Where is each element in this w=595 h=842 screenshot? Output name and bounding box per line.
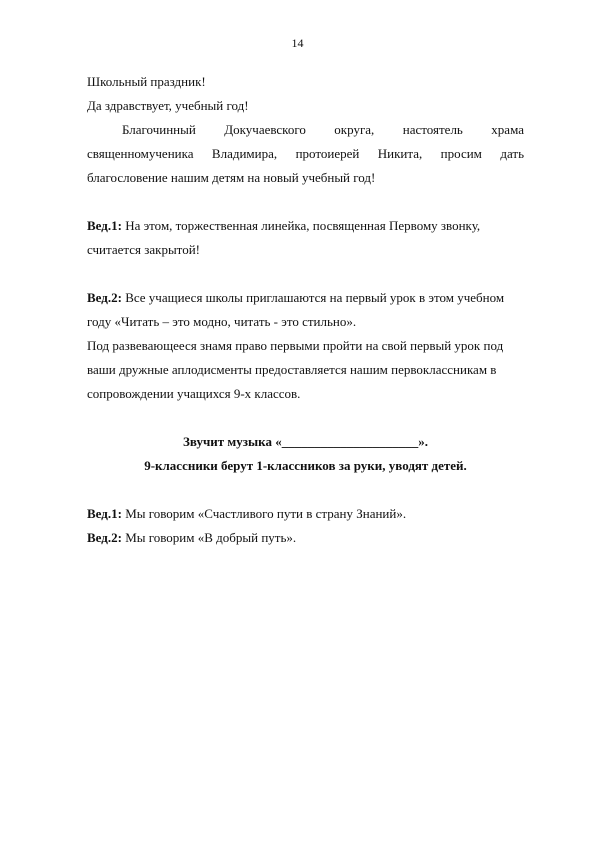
speaker-label: Вед.2: (87, 290, 122, 305)
speaker-text: Мы говорим «Счастливого пути в страну Знаний». (121, 506, 407, 521)
speaker-text: Мы говорим «В добрый путь». (121, 530, 297, 545)
speaker-line (87, 214, 524, 238)
text-line: считается закрытой! (87, 242, 200, 257)
speaker-text: Все учащиеся школы приглашаются на первый урок в этом учебном (121, 290, 505, 305)
speaker-label: Вед.2: (87, 530, 122, 545)
text-line: Школьный праздник! (87, 74, 206, 89)
speaker-label: Вед.1: (87, 506, 122, 521)
document-body (87, 70, 524, 550)
text-line: Благочинный Докучаевского округа, настоятель храма (122, 122, 524, 137)
text-line: году «Читать – это модно, читать - это стильно». (87, 314, 357, 329)
speaker-line (87, 526, 524, 550)
speaker-line (87, 502, 524, 526)
speaker-text: На этом, торжественная линейка, посвященная Первому звонку, (121, 218, 481, 233)
speaker-label: Вед.1: (87, 218, 122, 233)
text-line: благословение нашим детям на новый учебный год! (87, 170, 376, 185)
text-line: сопровождении учащихся 9-х классов. (87, 386, 301, 401)
speaker-line (87, 286, 524, 310)
text-line: священномученика Владимира, протоиерей Никита, просим дать (87, 146, 524, 161)
stage-direction-action: 9-классники берут 1-классников за руки, уводят детей. (144, 458, 467, 473)
page-number: 14 (291, 36, 304, 50)
stage-direction-music: Звучит музыка «_____________________». (183, 434, 428, 449)
text-line: ваши дружные аплодисменты предоставляется нашим первоклассникам в (87, 362, 497, 377)
text-line: Да здравствует, учебный год! (87, 98, 249, 113)
text-line: Под развевающееся знамя право первыми пройти на свой первый урок под (87, 338, 504, 353)
